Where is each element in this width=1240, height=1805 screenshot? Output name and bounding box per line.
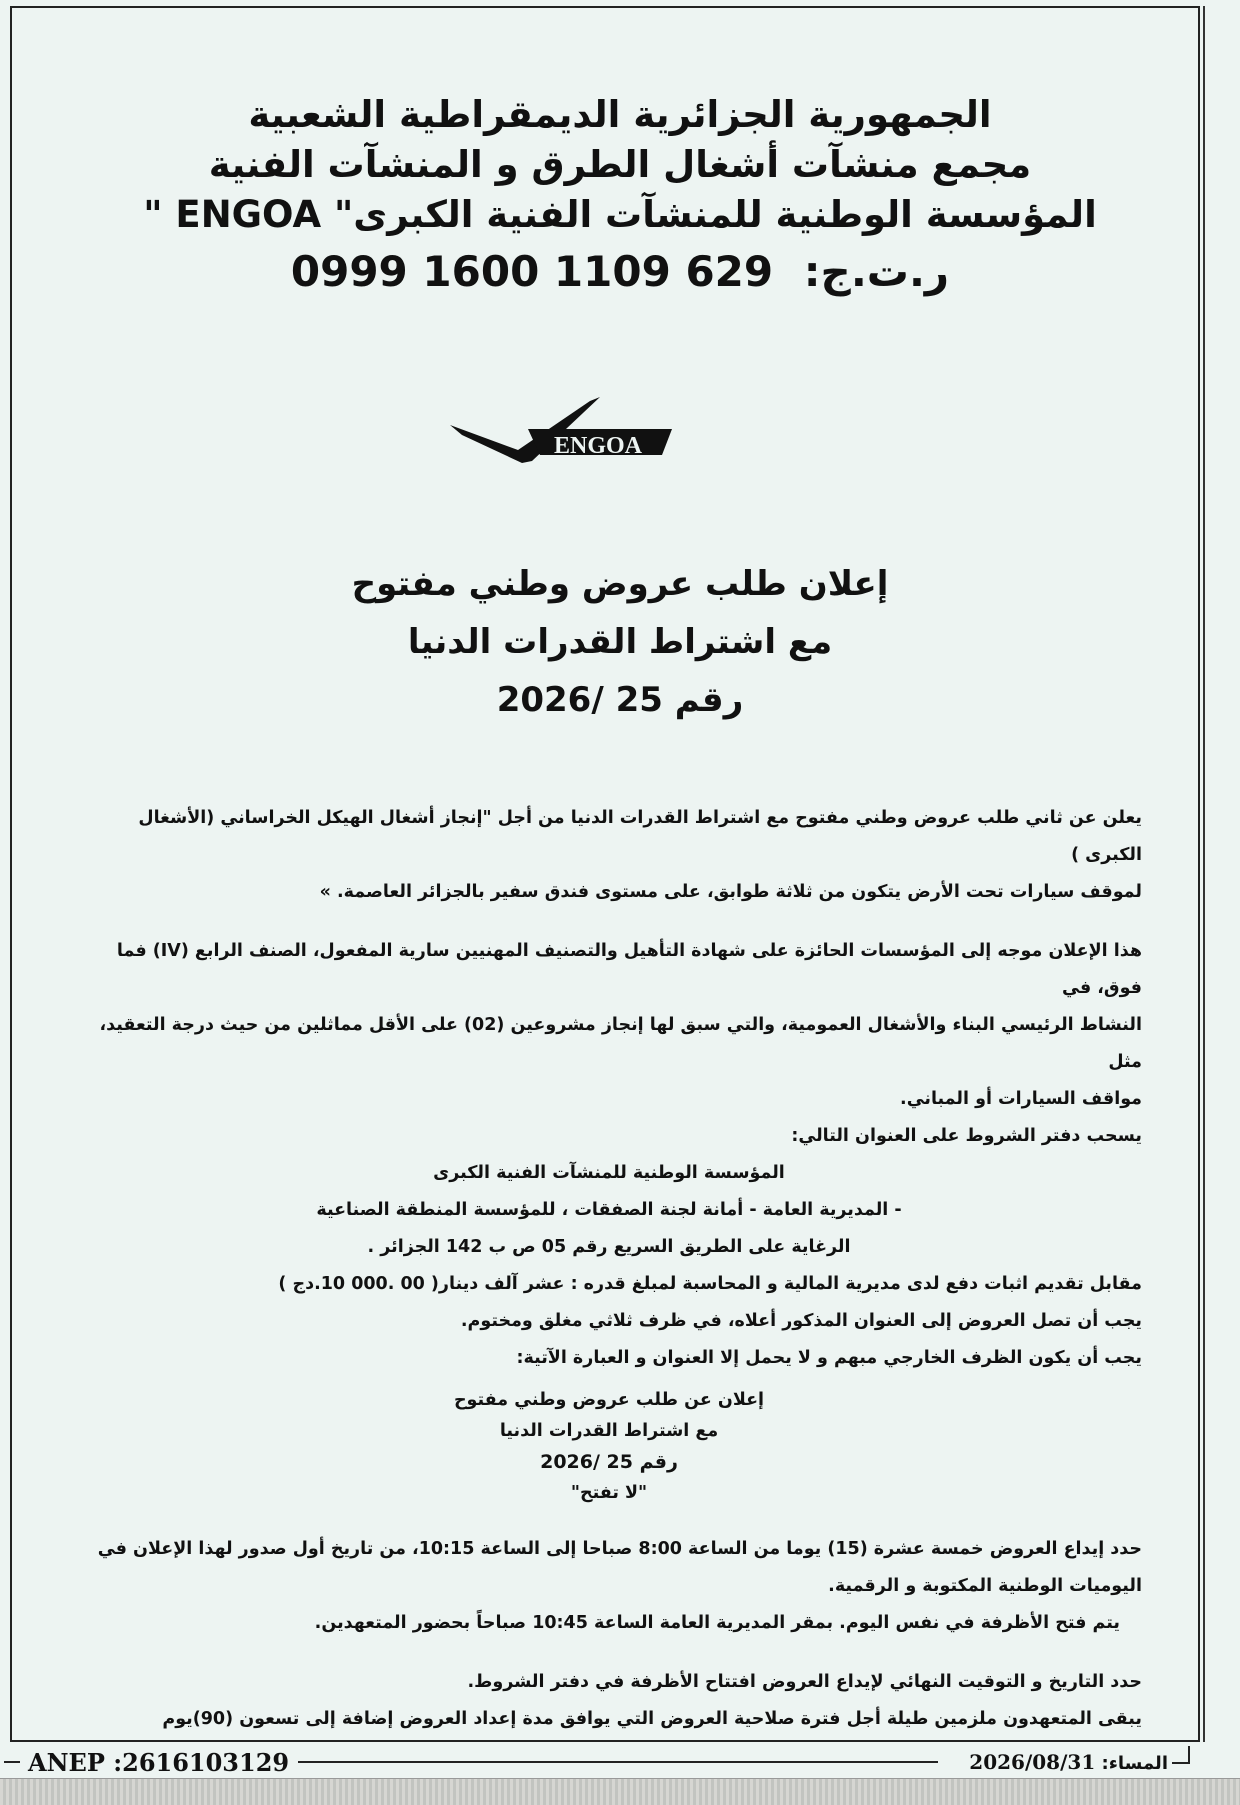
envelope-line-1: إعلان عن طلب عروض وطني مفتوح: [453, 1390, 765, 1410]
notice-title: [0, 555, 1240, 729]
payment-line: مقابل تقديم اثبات دفع لدى مديرية المالية و المحاسبة لمبلغ قدره : عشر آلف دينار( 00 .000 10.دج ): [278, 1274, 1142, 1294]
footer-rule: [298, 1761, 938, 1763]
logo-text: ENGOA: [553, 433, 643, 459]
validity-line: يبقى المتعهدون ملزمين طيلة أجل فترة صلاحية العروض التي يوافق مدة إعداد العروض إضافة إلى تسعون (90)يوم: [162, 1709, 1142, 1729]
eligibility-line-1: هذا الإعلان موجه إلى المؤسسات الحائزة على شهادة التأهيل والتصنيف المهنيين سارية المفعول، الصنف الرابع (IV) فما فوق، في: [116, 941, 1142, 998]
notice-body: [76, 800, 1142, 1738]
intro-line-1: يعلن عن ثاني طلب عروض وطني مفتوح مع اشتراط القدرات الدنيا من أجل "إنجاز أشغال الهيكل الخراساني (الأشغال الكبرى ): [138, 808, 1142, 865]
eligibility-line-3: مواقف السيارات أو المباني.: [900, 1089, 1142, 1109]
publication-info: [969, 1750, 1168, 1774]
envelope-rule-line: يجب أن يكون الظرف الخارجي مبهم و لا يحمل إلا العنوان و العبارة الآتية:: [516, 1348, 1142, 1368]
address-line-3: الرغاية على الطريق السريع رقم 05 ص ب 142 الجزائر .: [367, 1237, 851, 1257]
envelope-line-2: مع اشتراط القدرات الدنيا: [499, 1421, 719, 1441]
publication-date: 2026/08/31: [969, 1750, 1096, 1774]
scan-edge-strip: [0, 1778, 1240, 1805]
envelope-line-3: رقم 25 /2026: [540, 1451, 678, 1473]
footer-dash: [4, 1761, 20, 1763]
footer-corner: [1172, 1746, 1190, 1764]
notice-title-line1: إعلان طلب عروض وطني مفتوح: [351, 564, 889, 604]
deadline-line-2: اليوميات الوطنية المكتوبة و الرقمية.: [828, 1576, 1142, 1596]
envelope-line-4: "لا تفتح": [570, 1483, 648, 1503]
anep-reference: ANEP :2616103129: [28, 1748, 290, 1777]
engoa-check-logo: [440, 395, 680, 475]
address-line-2: - المديرية العامة - أمانة لجنة الصفقات ، للمؤسسة المنطقة الصناعية: [316, 1200, 902, 1220]
address-line-1: المؤسسة الوطنية للمنشآت الفنية الكبرى: [433, 1163, 785, 1183]
envelope-inscription: [76, 1385, 1142, 1509]
opening-line: يتم فتح الأظرفة في نفس اليوم. بمقر المديرية العامة الساعة 10:45 صباحاً بحضور المتعهدين.: [314, 1613, 1120, 1633]
company-name: المؤسسة الوطنية للمنشآت الفنية الكبرى" ENGOA ": [143, 193, 1097, 236]
footer: [0, 1738, 1240, 1777]
delivery-line: يجب أن تصل العروض إلى العنوان المذكور أعلاه، في ظرف ثلاثي مغلق ومختوم.: [460, 1311, 1142, 1331]
eligibility-line-2: النشاط الرئيسي البناء والأشغال العمومية، والتي سبق لها إنجاز مشروعين (02) على الأقل مماثلين من حيث درجة التعقيد، مثل: [99, 1015, 1142, 1072]
group-name: مجمع منشآت أشغال الطرق و المنشآت الفنية: [208, 143, 1032, 186]
registry-number-line: [0, 244, 1240, 300]
registry-number: 0999 1600 1109 629: [290, 247, 774, 296]
notice-number: رقم 25 /2026: [496, 680, 744, 720]
newspaper-label: المساء:: [1101, 1753, 1168, 1774]
intro-line-2: لموقف سيارات تحت الأرض يتكون من ثلاثة طوابق، على مستوى فندق سفير بالجزائر العاصمة. »: [319, 882, 1142, 902]
withdraw-line: يسحب دفتر الشروط على العنوان التالي:: [791, 1126, 1142, 1146]
registry-label: ر.ت.ج:: [803, 247, 950, 296]
republic-name: الجمهورية الجزائرية الديمقراطية الشعبية: [248, 93, 992, 136]
schedule-line: حدد التاريخ و التوقيت النهائي لإيداع العروض افتتاح الأظرفة في دفتر الشروط.: [467, 1672, 1142, 1692]
notice-title-line2: مع اشتراط القدرات الدنيا: [407, 622, 833, 662]
letterhead: [0, 90, 1240, 300]
deadline-line-1: حدد إيداع العروض خمسة عشرة (15) يوما من الساعة 8:00 صباحا إلى الساعة 10:15، من تاريخ أول صدور لهذا الإعلان في: [97, 1539, 1142, 1559]
